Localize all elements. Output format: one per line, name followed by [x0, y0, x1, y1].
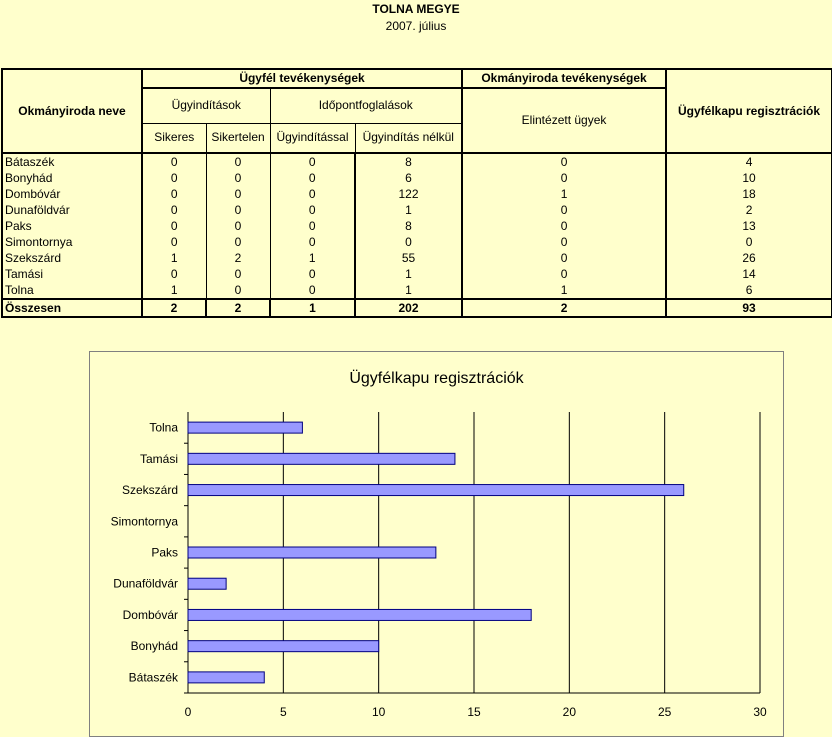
- y-category-label: Szekszárd: [121, 483, 178, 498]
- value-cell: 0: [462, 250, 666, 266]
- value-cell: 0: [270, 234, 355, 250]
- bar: [188, 485, 684, 496]
- header-completed-cases: Elintézett ügyek: [462, 88, 666, 153]
- table-row: [2, 218, 832, 234]
- value-cell: 0: [206, 282, 270, 299]
- total-label-cell: Összesen: [2, 299, 142, 317]
- value-cell: 55: [355, 250, 462, 266]
- value-cell: 0: [270, 282, 355, 299]
- value-cell: 1: [270, 250, 355, 266]
- office-name-cell: Dunaföldvár: [2, 202, 142, 218]
- value-cell: 6: [355, 170, 462, 186]
- value-cell: 0: [206, 153, 270, 170]
- value-cell: 1: [462, 282, 666, 299]
- table-row: [2, 234, 832, 250]
- value-cell: 0: [270, 153, 355, 170]
- value-cell: 0: [206, 218, 270, 234]
- bar: [188, 453, 455, 464]
- chart-area: [89, 351, 784, 737]
- chart-title: Ügyfélkapu regisztrációk: [349, 370, 524, 387]
- value-cell: 0: [206, 186, 270, 202]
- total-value-cell: 1: [270, 299, 355, 317]
- value-cell: 0: [142, 266, 206, 282]
- value-cell: 0: [142, 234, 206, 250]
- value-cell: 1: [355, 202, 462, 218]
- total-value-cell: 93: [666, 299, 832, 317]
- value-cell: 0: [206, 266, 270, 282]
- value-cell: 8: [355, 218, 462, 234]
- header-bookings: Időpontfoglalások: [270, 88, 462, 123]
- total-value-cell: 2: [206, 299, 270, 317]
- value-cell: 0: [462, 202, 666, 218]
- value-cell: 0: [142, 202, 206, 218]
- office-name-cell: Tamási: [2, 266, 142, 282]
- header-group-office: Okmányiroda tevékenységek: [462, 69, 666, 88]
- y-category-label: Paks: [151, 545, 178, 560]
- value-cell: 14: [666, 266, 832, 282]
- table-row: [2, 186, 832, 202]
- x-tick-label: 10: [371, 705, 386, 719]
- value-cell: 10: [666, 170, 832, 186]
- value-cell: 0: [270, 266, 355, 282]
- value-cell: 0: [142, 170, 206, 186]
- office-name-cell: Simontornya: [2, 234, 142, 250]
- value-cell: 122: [355, 186, 462, 202]
- header-portal-registrations: Ügyfélkapu regisztrációk: [666, 69, 832, 153]
- value-cell: 0: [462, 170, 666, 186]
- table-row: [2, 250, 832, 266]
- office-name-cell: Bátaszék: [2, 153, 142, 170]
- header-successful: Sikeres: [142, 123, 206, 153]
- value-cell: 0: [206, 170, 270, 186]
- total-value-cell: 202: [355, 299, 462, 317]
- value-cell: 0: [462, 153, 666, 170]
- header-with-case: Ügyindítással: [270, 123, 355, 153]
- value-cell: 0: [462, 266, 666, 282]
- value-cell: 0: [666, 234, 832, 250]
- value-cell: 0: [270, 186, 355, 202]
- bar: [188, 547, 436, 558]
- office-name-cell: Bonyhád: [2, 170, 142, 186]
- bar-chart: [90, 352, 783, 736]
- value-cell: 13: [666, 218, 832, 234]
- header-group-client: Ügyfél tevékenységek: [142, 69, 462, 88]
- office-name-cell: Dombóvár: [2, 186, 142, 202]
- total-row: [2, 299, 832, 317]
- value-cell: 1: [355, 282, 462, 299]
- value-cell: 0: [142, 186, 206, 202]
- table-row: [2, 170, 832, 186]
- bar: [188, 641, 379, 652]
- value-cell: 1: [462, 186, 666, 202]
- x-tick-label: 5: [279, 705, 287, 719]
- value-cell: 0: [462, 218, 666, 234]
- value-cell: 0: [270, 202, 355, 218]
- value-cell: 4: [666, 153, 832, 170]
- value-cell: 1: [142, 250, 206, 266]
- data-table: [1, 68, 832, 318]
- value-cell: 0: [206, 234, 270, 250]
- table-row: [2, 282, 832, 299]
- total-value-cell: 2: [462, 299, 666, 317]
- value-cell: 0: [142, 218, 206, 234]
- value-cell: 0: [142, 153, 206, 170]
- value-cell: 18: [666, 186, 832, 202]
- bar: [188, 672, 264, 683]
- office-name-cell: Tolna: [2, 282, 142, 299]
- value-cell: 0: [462, 234, 666, 250]
- total-value-cell: 2: [142, 299, 206, 317]
- header-case-starts: Ügyindítások: [142, 88, 270, 123]
- value-cell: 1: [142, 282, 206, 299]
- value-cell: 0: [270, 218, 355, 234]
- x-tick-label: 0: [184, 705, 192, 719]
- y-category-label: Bonyhád: [130, 639, 178, 654]
- header-office-name: Okmányiroda neve: [2, 69, 142, 153]
- bar: [188, 609, 531, 620]
- x-tick-label: 30: [753, 705, 767, 719]
- value-cell: 2: [206, 250, 270, 266]
- bar: [188, 578, 226, 589]
- y-category-label: Simontornya: [110, 514, 178, 529]
- x-tick-label: 25: [657, 705, 672, 719]
- page-subtitle: 2007. július: [385, 19, 447, 33]
- value-cell: 26: [666, 250, 832, 266]
- y-category-label: Dombóvár: [122, 607, 178, 622]
- page-title: TOLNA MEGYE: [372, 2, 460, 16]
- value-cell: 8: [355, 153, 462, 170]
- y-category-label: Dunaföldvár: [113, 576, 178, 591]
- header-without-case: Ügyindítás nélkül: [355, 123, 462, 153]
- y-category-label: Tolna: [149, 420, 178, 435]
- bar: [188, 422, 302, 433]
- value-cell: 6: [666, 282, 832, 299]
- y-category-label: Bátaszék: [128, 670, 178, 685]
- table-body: [2, 153, 832, 317]
- value-cell: 2: [666, 202, 832, 218]
- value-cell: 0: [270, 170, 355, 186]
- table-row: [2, 202, 832, 218]
- header-unsuccessful: Sikertelen: [206, 123, 270, 153]
- value-cell: 0: [206, 202, 270, 218]
- value-cell: 0: [355, 234, 462, 250]
- table-row: [2, 266, 832, 282]
- table-row: [2, 153, 832, 170]
- office-name-cell: Szekszárd: [2, 250, 142, 266]
- x-tick-label: 15: [467, 705, 481, 719]
- x-tick-label: 20: [562, 705, 577, 719]
- y-category-label: Tamási: [139, 451, 178, 466]
- value-cell: 1: [355, 266, 462, 282]
- office-name-cell: Paks: [2, 218, 142, 234]
